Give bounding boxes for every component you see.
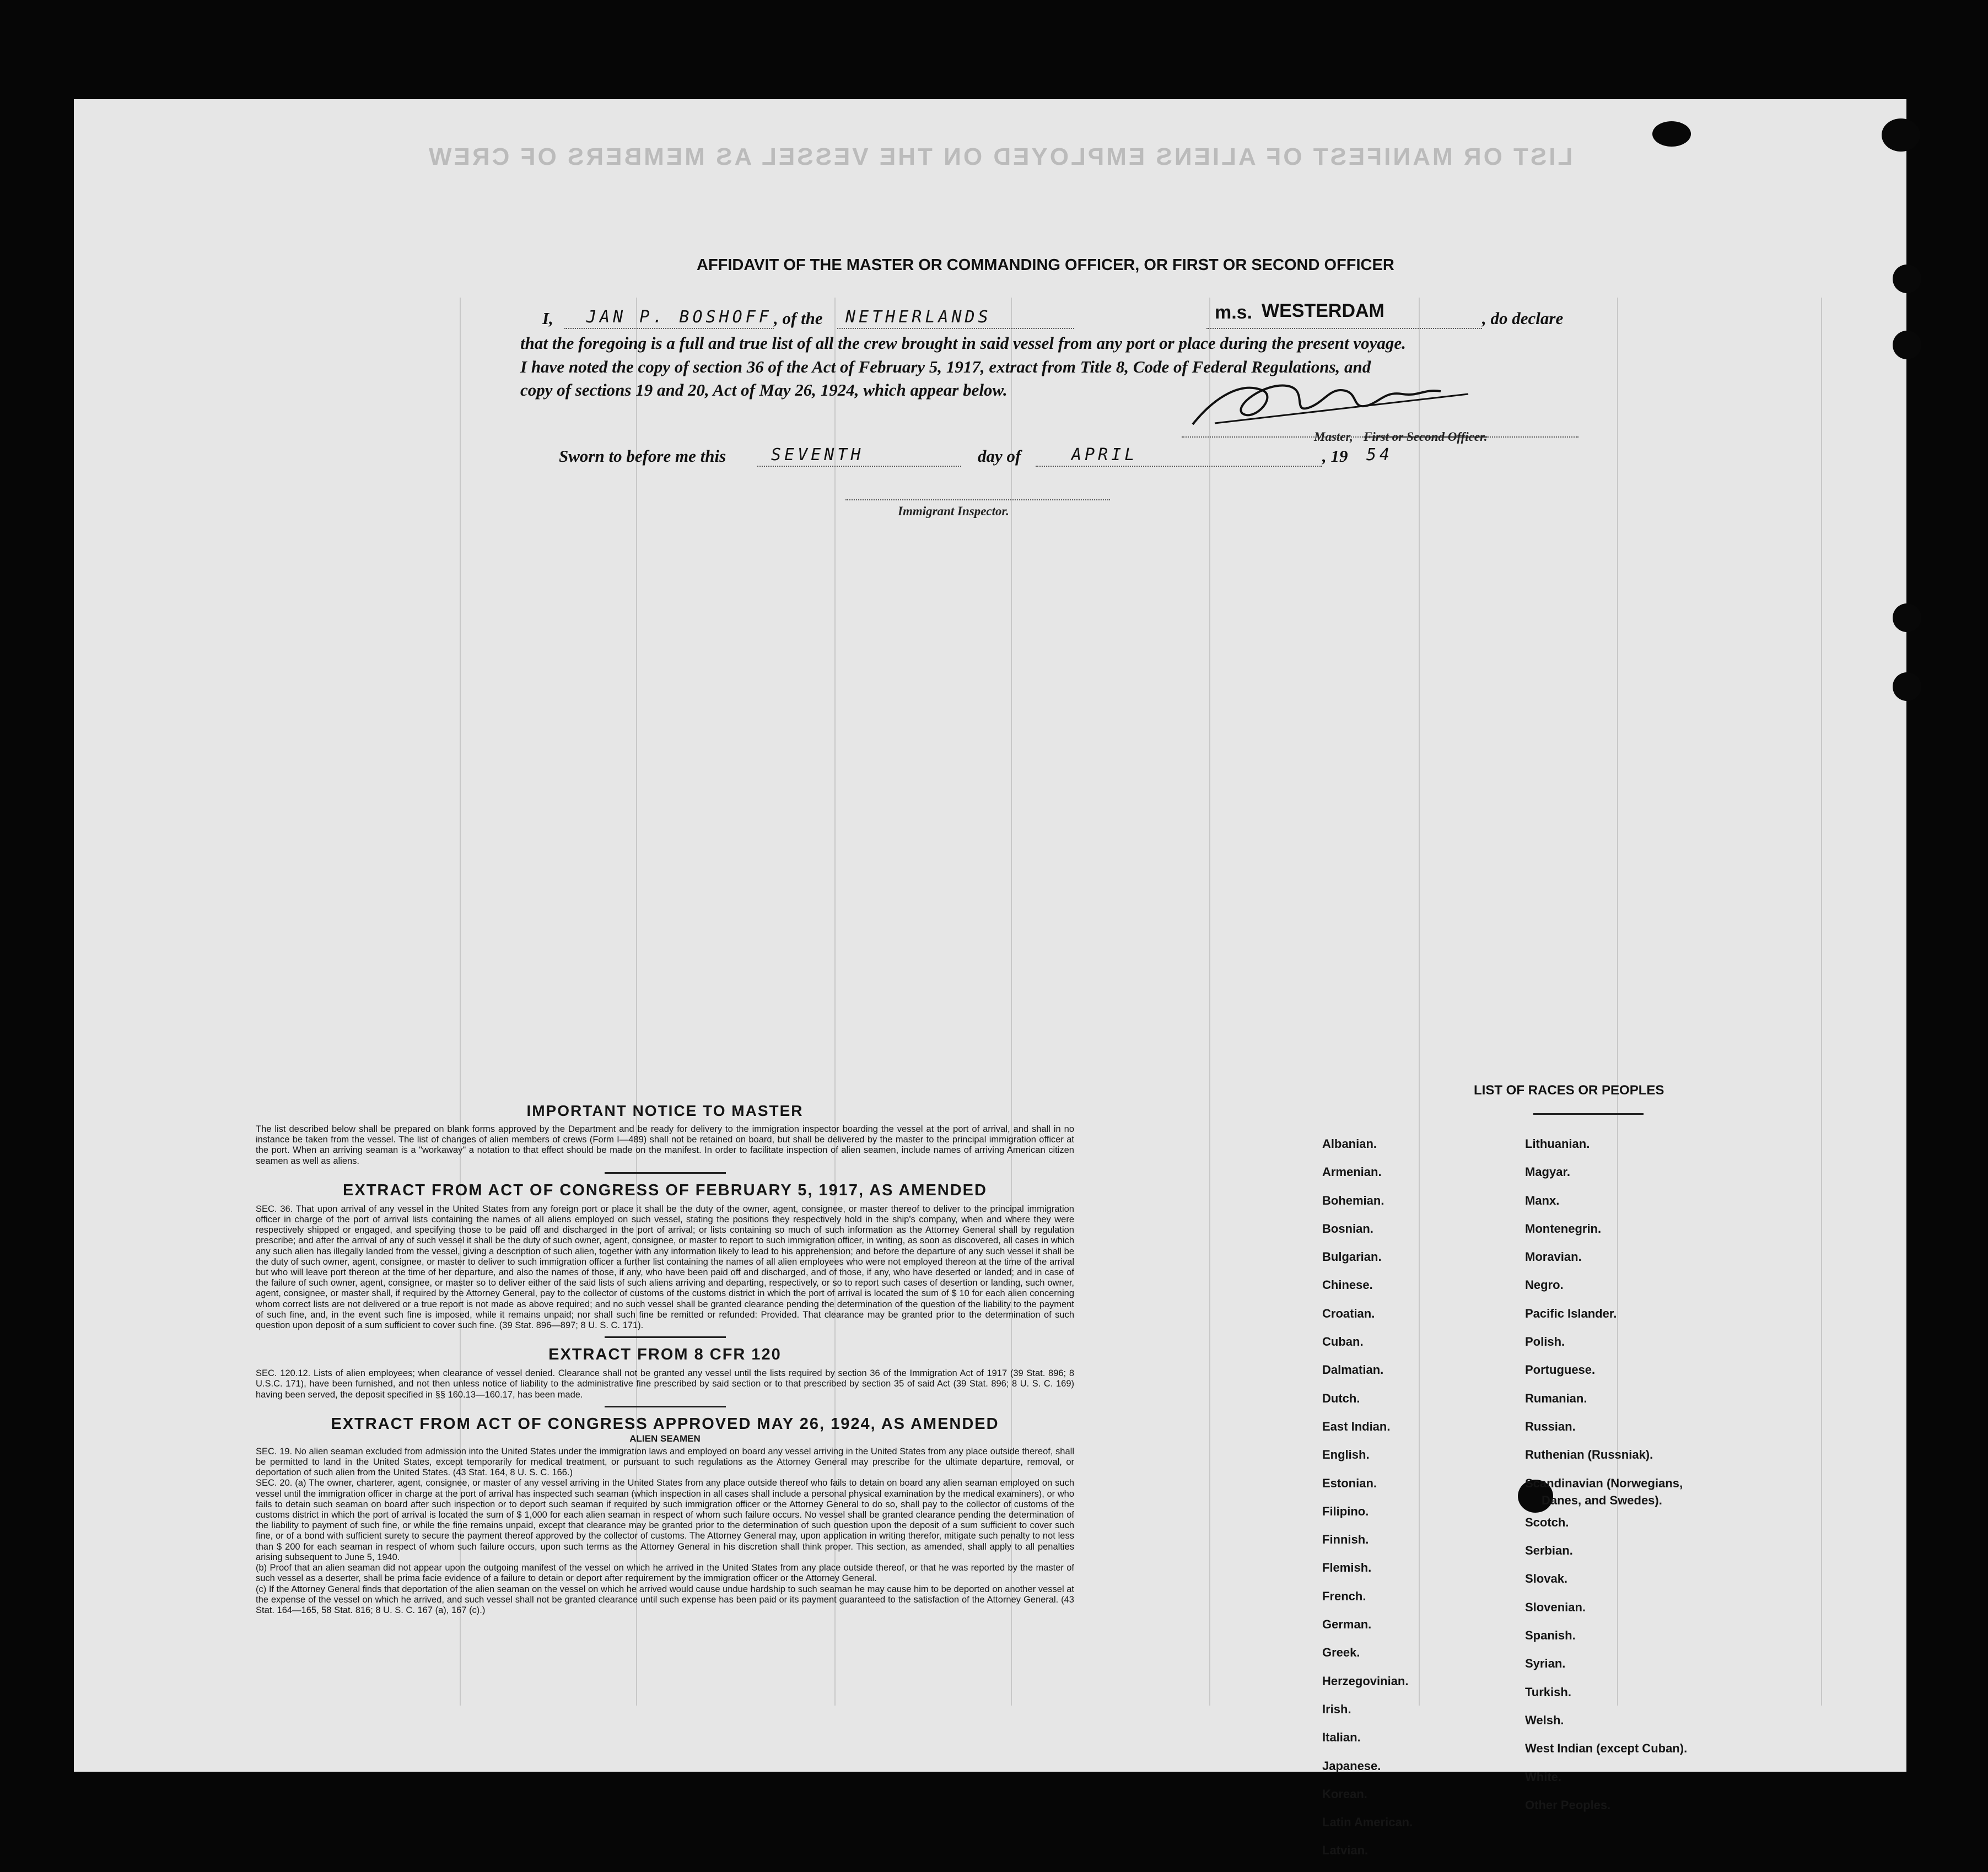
affidavit-title: AFFIDAVIT OF THE MASTER OR COMMANDING OFFICER, OR FIRST OR SECOND OFFICER: [697, 256, 1394, 274]
bleed-through-header: LIST OR MANIFEST OF ALIENS EMPLOYED ON THE VESSEL AS MEMBERS OF CREW: [427, 143, 1573, 170]
race-item: Rumanian.: [1525, 1391, 1587, 1405]
sec-20c-body: (c) If the Attorney General finds that deportation of the alien seaman on the vessel on which he arrived would cause undue hardship to such seaman he may cause him to be deported on another vessel at the expense of the vessel on which he arrived, and such vessel shall not be granted clearance until such expense has been paid or its payment guaranteed to the satisfaction of the Attorney General. (43 Stat. 164—165, 58 Stat. 816; 8 U. S. C. 167 (a), 167 (c).): [256, 1584, 1074, 1615]
race-item: German.: [1322, 1617, 1372, 1632]
master-name: JAN P. BOSHOFF: [586, 307, 772, 327]
sworn-day-line: [757, 466, 961, 467]
race-item: Moravian.: [1525, 1250, 1582, 1264]
race-item: Magyar.: [1525, 1165, 1570, 1179]
race-item: Albanian.: [1322, 1137, 1377, 1151]
sworn-prefix: Sworn to before me this: [559, 446, 726, 466]
race-item: White.: [1525, 1770, 1561, 1784]
declaration-line-2: that the foregoing is a full and true list of all the crew brought in said vessel from any port or place during the present voyage.: [520, 333, 1406, 353]
extract-cfr-title: EXTRACT FROM 8 CFR 120: [548, 1346, 782, 1364]
race-item: Latin American.: [1322, 1815, 1413, 1830]
extract-cfr-body: SEC. 120.12. Lists of alien employees; when clearance of vessel denied. Clearance shall not be granted any vessel until the lists required by section 36 of the Immigration Act of 1917 (39 Stat. 896; 8 U.S.C. 171), have been furnished, and not then unless notice of liability to the administrative fine prescribed by said section or to that prescribed by section 35 of said Act (39 Stat. 896; 8 U. S. C. 169) having been served, the deposit specified in §§ 160.13—160.17, has been made.: [256, 1368, 1074, 1400]
punch-hole: [1893, 265, 1921, 293]
race-item: Scandinavian (Norwegians,: [1525, 1476, 1683, 1490]
punch-hole: [1893, 603, 1921, 632]
divider: [605, 1172, 726, 1174]
race-item: Spanish.: [1525, 1628, 1576, 1643]
punch-hole: [1652, 121, 1691, 147]
race-item: Montenegrin.: [1525, 1221, 1602, 1236]
race-item: Danes, and Swedes).: [1542, 1493, 1662, 1507]
name-line: [564, 328, 774, 329]
sec-19-body: SEC. 19. No alien seaman excluded from admission into the United States under the immigration laws and employed on board any vessel arriving in the United States from any place outside thereof, shall be permitted to land in the United States, except temporarily for medical treatment, or pursuant to such regulations as the Attorney General may prescribe for the ultimate departure, removal, or deportation of such alien from the United States. (43 Stat. 164, 8 U. S. C. 166.): [256, 1446, 1074, 1478]
punch-hole: [1893, 672, 1921, 701]
race-item: Bulgarian.: [1322, 1250, 1382, 1264]
race-item: Cuban.: [1322, 1335, 1364, 1349]
race-item: Bosnian.: [1322, 1221, 1373, 1236]
sworn-year: 54: [1366, 445, 1393, 465]
races-left-column: [1322, 1137, 1413, 1872]
vessel-prefix: m.s.: [1215, 302, 1253, 323]
race-item: Other Peoples.: [1525, 1798, 1611, 1812]
vessel-line: [1206, 328, 1482, 329]
race-item: Serbian.: [1525, 1544, 1573, 1558]
sec-20a-body: SEC. 20. (a) The owner, charterer, agent, consignee, or master of any vessel arriving in the United States from any place outside thereof who fails to detain on board any alien seaman employed on such vessel until the immigration officer in charge at the port of arrival has inspected such seaman (which inspection in all cases shall include a personal physical examination by the medical examiners), or who fails to detain such seaman on board after such inspection or to deport such seaman if required by such immigration officer or the Attorney General to do so, shall pay to the collector of customs of the customs district in which the port of arrival is located the sum of $ 1,000 for each alien seaman in respect of whom such failure occurs. No vessel shall be granted clearance pending the determination of the liability to payment of such fine, or while the fine remains unpaid, except that clearance may be granted prior to the determination of such question upon the deposit of a sum sufficient to cover such fine, or of a bond with sufficient surety to secure the payment thereof approved by the collector of customs. The Attorney General may, upon application in writing therefor, mitigate such penalty to not less than $ 200 for each seaman in respect of whom such failure occurs, upon such terms as the Attorney General in his discretion shall think proper. This section, as amended, shall apply to all penalties arising subsequent to June 5, 1940.: [256, 1478, 1074, 1562]
races-rule: [1533, 1113, 1644, 1115]
extract-1924-title: EXTRACT FROM ACT OF CONGRESS APPROVED MAY 26, 1924, AS AMENDED: [331, 1415, 999, 1433]
declaration-prefix: I,: [542, 309, 553, 328]
races-right-column: [1525, 1137, 1687, 1826]
notice-body: The list described below shall be prepared on blank forms approved by the Department and be ready for delivery to the immigration inspector boarding the vessel at the port of arrival, and shall in no instance be taken from the vessel. The list of changes of alien members of crews (Form I—489) shall not be retained on board, but shall be delivered by the master to the principal immigration officer at the port. When an arriving seaman is a "workaway" a notation to that effect should be made on the manifest. In order to facilitate inspection of alien seamen, include names of arriving American citizen seamen as well as aliens.: [256, 1124, 1074, 1166]
bleed-column-rule: [1821, 298, 1822, 1706]
race-item: Ruthenian (Russniak).: [1525, 1448, 1653, 1462]
race-item: Turkish.: [1525, 1685, 1571, 1699]
race-item: Bohemian.: [1322, 1193, 1384, 1207]
race-item: Filipino.: [1322, 1504, 1369, 1518]
manifest-sheet: [74, 99, 1906, 1858]
race-item: Latvian.: [1322, 1843, 1369, 1858]
race-item: Russian.: [1525, 1419, 1576, 1433]
race-item: Dalmatian.: [1322, 1363, 1384, 1377]
race-item: East Indian.: [1322, 1419, 1391, 1433]
nationality-line: [837, 328, 1074, 329]
race-item: Welsh.: [1525, 1713, 1564, 1727]
inspector-line: [845, 499, 1110, 500]
master-signature: [1182, 375, 1490, 435]
vessel-name: WESTERDAM: [1262, 300, 1384, 321]
notice-title: IMPORTANT NOTICE TO MASTER: [526, 1102, 804, 1119]
race-item: Manx.: [1525, 1193, 1560, 1207]
bleed-column-rule: [1419, 298, 1420, 1706]
divider: [605, 1406, 726, 1407]
inspector-caption: Immigrant Inspector.: [898, 504, 1009, 518]
declaration-line-4: copy of sections 19 and 20, Act of May 26, 1924, which appear below.: [520, 380, 1008, 400]
do-declare-text: , do declare: [1482, 309, 1564, 328]
sworn-day: SEVENTH: [771, 445, 864, 465]
master-caption: Master,: [1314, 430, 1353, 444]
punch-hole: [1893, 331, 1921, 359]
race-item: Slovenian.: [1525, 1600, 1586, 1614]
legal-notices: [256, 1102, 1074, 1616]
officer-caption-struck: First or Second Officer.: [1364, 430, 1488, 444]
race-item: Chinese.: [1322, 1278, 1373, 1292]
race-item: Pacific Islander.: [1525, 1306, 1617, 1320]
nationality: NETHERLANDS: [845, 307, 992, 327]
race-item: Dutch.: [1322, 1391, 1360, 1405]
race-item: Portuguese.: [1525, 1363, 1596, 1377]
race-item: Armenian.: [1322, 1165, 1382, 1179]
day-of-text: day of: [978, 446, 1021, 466]
sec-20b-body: (b) Proof that an alien seaman did not appear upon the outgoing manifest of the vessel on which he arrived in the United States from any place outside thereof, or that he was reported by the master of such vessel as a deserter, shall be prima facie evidence of a failure to detain or deport after requirement by the immigration officer or the Attorney General.: [256, 1563, 1074, 1584]
race-item: Greek.: [1322, 1646, 1360, 1660]
race-item: Flemish.: [1322, 1561, 1372, 1575]
bleed-column-rule: [1209, 298, 1210, 1706]
race-item: Syrian.: [1525, 1657, 1566, 1671]
race-item: Slovak.: [1525, 1572, 1568, 1586]
race-item: English.: [1322, 1448, 1370, 1462]
race-item: Herzegovinian.: [1322, 1674, 1409, 1688]
races-title: LIST OF RACES OR PEOPLES: [1474, 1083, 1664, 1098]
sworn-month: APRIL: [1071, 445, 1138, 465]
race-item: Irish.: [1322, 1702, 1351, 1716]
race-item: Japanese.: [1322, 1758, 1381, 1773]
extract-1917-title: EXTRACT FROM ACT OF CONGRESS OF FEBRUARY 5, 1917, AS AMENDED: [343, 1181, 987, 1199]
race-item: Estonian.: [1322, 1476, 1377, 1490]
sworn-month-line: [1036, 466, 1322, 467]
race-item: French.: [1322, 1589, 1366, 1603]
race-item: Finnish.: [1322, 1533, 1369, 1547]
race-item: Croatian.: [1322, 1306, 1375, 1320]
year-prefix: , 19: [1322, 446, 1348, 466]
race-item: Polish.: [1525, 1335, 1565, 1349]
race-item: Negro.: [1525, 1278, 1564, 1292]
alien-seamen-subtitle: ALIEN SEAMEN: [629, 1433, 701, 1444]
race-item: Korean.: [1322, 1787, 1367, 1801]
divider: [605, 1336, 726, 1338]
of-the-text: , of the: [774, 309, 823, 328]
race-item: Italian.: [1322, 1730, 1361, 1745]
race-item: Scotch.: [1525, 1515, 1569, 1529]
race-item: West Indian (except Cuban).: [1525, 1741, 1688, 1756]
declaration-line-3: I have noted the copy of section 36 of the Act of February 5, 1917, extract from Title 8, Code of Federal Regulations, and: [520, 357, 1371, 376]
punch-hole: [1882, 118, 1920, 152]
race-item: Lithuanian.: [1525, 1137, 1590, 1151]
extract-1917-body: SEC. 36. That upon arrival of any vessel in the United States from any foreign port or place it shall be the duty of the owner, agent, consignee, or master thereof to deliver to the principal immigration officer in charge of the port of arrival lists containing the names of all aliens employed on such vessel, stating the positions they respectively hold in the ship's company, when and where they were respectively shipped or engaged, and specifying those to be paid off and discharged in the port of arrival; or lists containing so much of such information as the Attorney General shall by regulation prescribe; and after the arrival of any of such vessel it shall be the duty of such owner, agent, consignee, or master to report to such immigration officer, in writing, as soon as discovered, all cases in which any such alien has illegally landed from the vessel, giving a description of such alien, together with any information likely to lead to his apprehension; and before the departure of any such vessel it shall be the duty of such owner, agent, consignee, or master to deliver to such immigration officer a further list containing the names of all alien employees who were not employed thereon at the time of the arrival but who will leave port thereon at the time of her departure, and also the names of those, if any, who have been paid off and discharged, and of those, if any, who have deserted or landed; and in case of the failure of such owner, agent, consignee, or master so to deliver either of the said lists of such aliens arriving and departing, respectively, or so to report such cases of desertion or landing, such owner, agent, consignee, or master shall, if required by the Attorney General, pay to the collector of customs of the customs district in which the port of arrival is located the sum of $ 10 for each alien concerning whom correct lists are not delivered or a true report is not made as above required; and no such vessel shall be granted clearance pending the determination of the question of the liability to the payment of such fine, and, in the event such fine is imposed, while it remains unpaid; nor shall such fine be remitted or refunded: Provided. That clearance may be granted prior to the determination of such question upon deposit of a sum sufficient to cover such fine. (39 Stat. 896—897; 8 U. S. C. 171).: [256, 1204, 1074, 1331]
